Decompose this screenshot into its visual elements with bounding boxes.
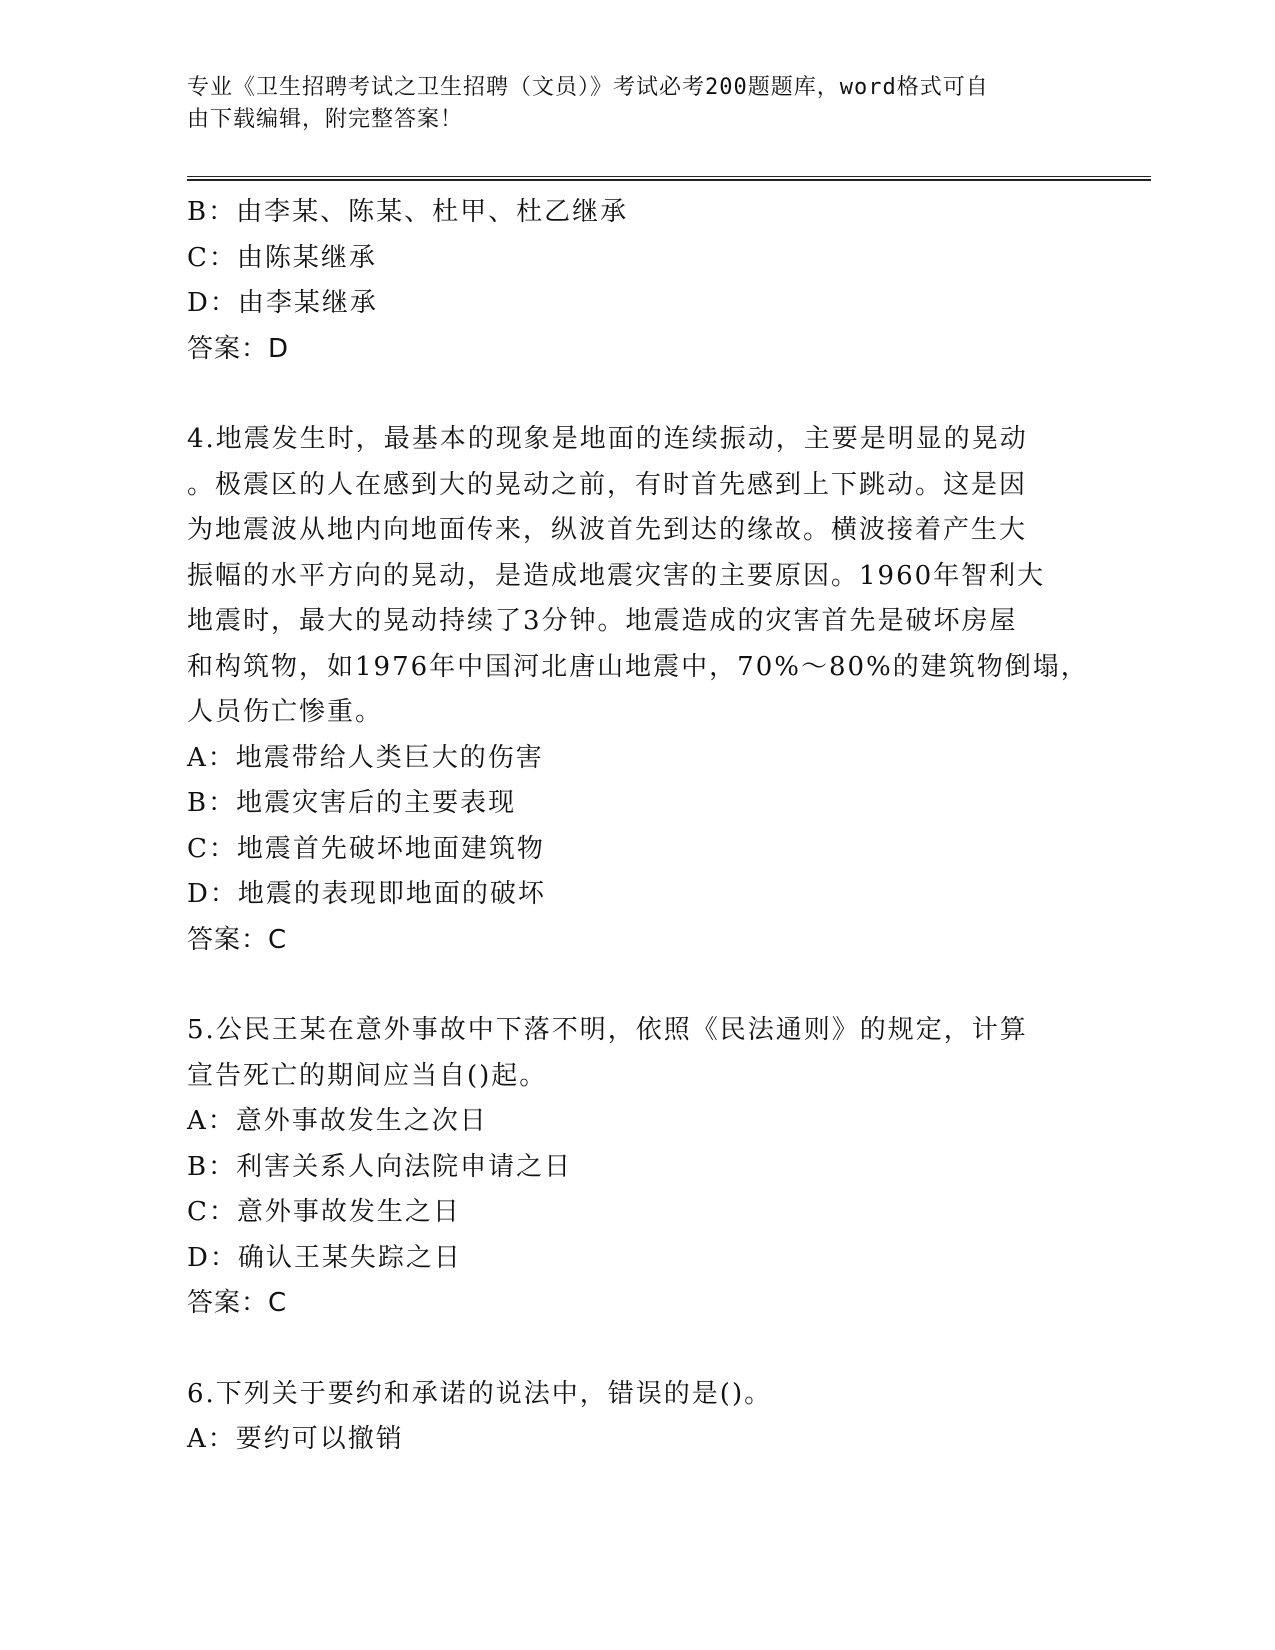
question-stem-line: 宣告死亡的期间应当自()起。 — [187, 1060, 548, 1091]
question-4 — [187, 417, 1089, 963]
question-5 — [187, 1008, 1077, 1327]
header-line-1: 专业《卫生招聘考试之卫生招聘（文员）》考试必考200题题库，word格式可自 — [187, 75, 989, 100]
question-stem-line: 5.公民王某在意外事故中下落不明，依照《民法通则》的规定，计算 — [187, 1015, 1028, 1045]
question-content — [187, 190, 1089, 1463]
option-a: A：意外事故发生之次日 — [187, 1106, 488, 1136]
option-b: B：地震灾害后的主要表现 — [187, 788, 517, 818]
question-stem-line: 6.下列关于要约和承诺的说法中，错误的是()。 — [187, 1378, 773, 1409]
option-d: D：地震的表现即地面的破坏 — [187, 879, 546, 909]
option-b: B：利害关系人向法院申请之日 — [187, 1151, 573, 1182]
document-header — [187, 72, 1067, 136]
spacer — [187, 963, 1077, 1008]
question-stem-line: 地震时，最大的晃动持续了3分钟。地震造成的灾害首先是破坏房屋 — [187, 606, 1018, 636]
header-divider — [187, 176, 1151, 181]
spacer — [187, 372, 1077, 417]
answer: 答案：D — [187, 333, 290, 364]
question-stem-line: 为地震波从地内向地面传来，纵波首先到达的缘故。横波接着产生大 — [187, 515, 1028, 545]
question-3 — [187, 190, 1077, 372]
question-stem-line: 和构筑物，如1976年中国河北唐山地震中，70%～80%的建筑物倒塌， — [187, 651, 1089, 682]
option-c: C：地震首先破坏地面建筑物 — [187, 833, 545, 864]
question-stem-line: 人员伤亡惨重。 — [187, 697, 384, 727]
question-stem-line: 4.地震发生时，最基本的现象是地面的连续振动，主要是明显的晃动 — [187, 424, 1028, 454]
spacer — [187, 1327, 1077, 1372]
option-c: C：由陈某继承 — [187, 242, 377, 273]
option-c: C：意外事故发生之日 — [187, 1197, 461, 1227]
question-stem-line: 振幅的水平方向的晃动，是造成地震灾害的主要原因。1960年智利大 — [187, 560, 1046, 591]
option-a: A：地震带给人类巨大的伤害 — [187, 742, 544, 773]
option-d: D：由李某继承 — [187, 288, 378, 318]
answer: 答案：C — [187, 1288, 288, 1318]
option-a: A：要约可以撤销 — [187, 1424, 404, 1454]
option-b: B：由李某、陈某、杜甲、杜乙继承 — [187, 197, 629, 227]
question-6 — [187, 1372, 1077, 1463]
option-d: D：确认王某失踪之日 — [187, 1242, 462, 1273]
answer: 答案：C — [187, 924, 288, 955]
question-stem-line: 。极震区的人在感到大的晃动之前，有时首先感到上下跳动。这是因 — [187, 469, 1028, 500]
header-line-2: 由下载编辑，附完整答案！ — [187, 107, 464, 132]
